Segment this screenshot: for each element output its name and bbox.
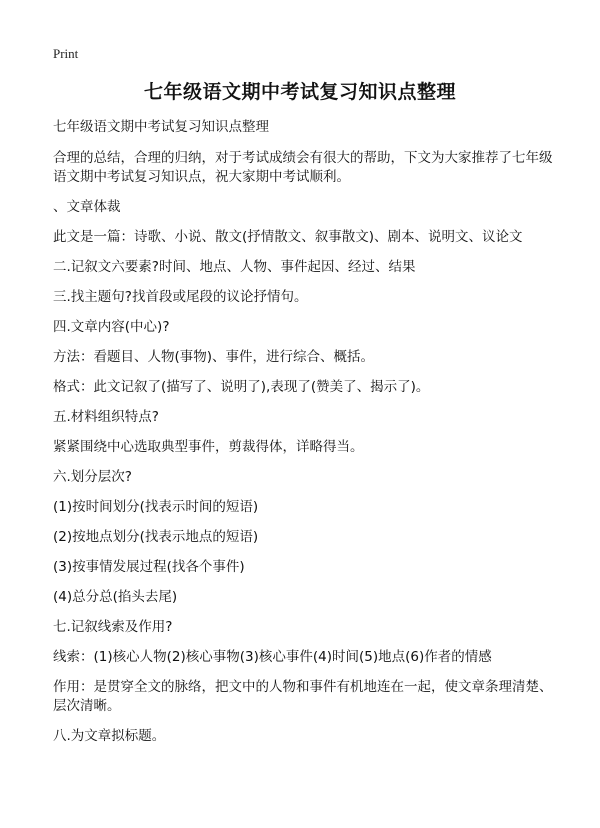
list-item: (1)按时间划分(找表示时间的短语) bbox=[53, 499, 259, 515]
section-heading: 四.文章内容(中心)? bbox=[53, 319, 170, 335]
body-paragraph: 作用：是贯穿全文的脉络，把文中的人物和事件有机地连在一起，使文章条理清楚、层次清晰。 bbox=[53, 679, 553, 714]
list-item: (4)总分总(掐头去尾) bbox=[53, 589, 178, 605]
section-heading: 八.为文章拟标题。 bbox=[53, 728, 166, 744]
article-body bbox=[53, 118, 553, 757]
intro-paragraph: 合理的总结，合理的归纳，对于考试成绩会有很大的帮助，下文为大家推荐了七年级语文期中考试复习知识点，祝大家期中考试顺利。 bbox=[53, 150, 553, 185]
section-heading: 二.记叙文六要素?时间、地点、人物、事件起因、经过、结果 bbox=[53, 259, 416, 275]
body-paragraph: 格式：此文记叙了(描写了、说明了),表现了(赞美了、揭示了)。 bbox=[53, 379, 430, 395]
page-title: 七年级语文期中考试复习知识点整理 bbox=[143, 81, 456, 103]
list-item: (3)按事情发展过程(找各个事件) bbox=[53, 559, 245, 575]
section-heading: 三.找主题句?找首段或尾段的议论抒情句。 bbox=[53, 289, 308, 305]
body-paragraph: 紧紧围绕中心选取典型事件，剪裁得体，详略得当。 bbox=[53, 439, 364, 455]
print-link[interactable]: Print bbox=[53, 46, 79, 61]
subtitle-paragraph: 七年级语文期中考试复习知识点整理 bbox=[53, 119, 269, 135]
section-heading: 七.记叙线索及作用? bbox=[53, 619, 173, 635]
section-heading: 六.划分层次? bbox=[53, 469, 132, 485]
section-heading: 、文章体裁 bbox=[53, 199, 121, 215]
body-paragraph: 方法：看题目、人物(事物)、事件，进行综合、概括。 bbox=[53, 349, 375, 365]
body-paragraph: 线索：(1)核心人物(2)核心事物(3)核心事件(4)时间(5)地点(6)作者的情感 bbox=[53, 649, 492, 665]
body-paragraph: 此文是一篇：诗歌、小说、散文(抒情散文、叙事散文)、剧本、说明文、议论文 bbox=[53, 229, 523, 245]
list-item: (2)按地点划分(找表示地点的短语) bbox=[53, 529, 259, 545]
section-heading: 五.材料组织特点? bbox=[53, 409, 159, 425]
